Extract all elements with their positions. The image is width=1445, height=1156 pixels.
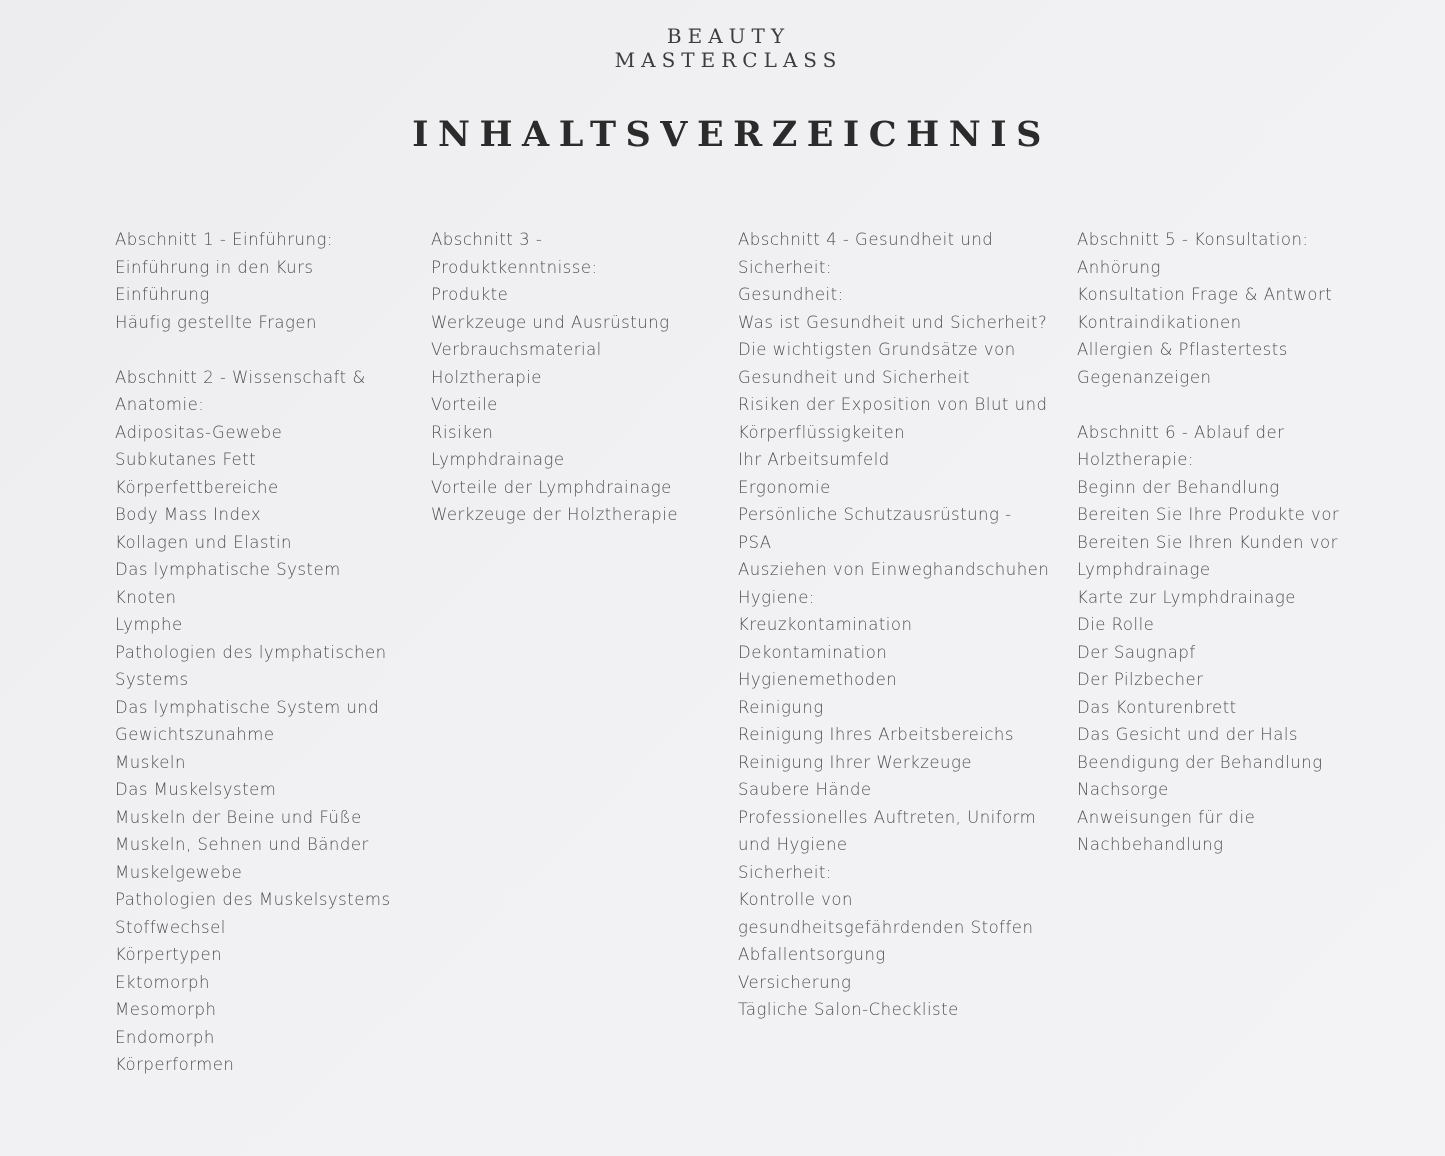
- toc-item: [1077, 556, 1407, 584]
- toc-item-line: Versicherung: [738, 972, 852, 992]
- toc-item: [115, 941, 405, 969]
- toc-item: [738, 309, 1068, 337]
- toc-item: [1077, 309, 1407, 337]
- section-heading-line: Abschnitt 5 - Konsultation:: [1077, 230, 1309, 249]
- brand-line-beauty: BEAUTY: [666, 24, 791, 48]
- toc-item-line: PSA: [738, 532, 772, 552]
- toc-item-line: Systems: [115, 670, 189, 689]
- toc-item-line: Konsultation Frage & Antwort: [1077, 285, 1333, 304]
- toc-item-line: Körpertypen: [115, 945, 223, 964]
- toc-item-line: Hygienemethoden: [738, 670, 898, 689]
- toc-item-line: Hygiene:: [738, 587, 815, 607]
- toc-item-line: Anhörung: [1077, 257, 1161, 277]
- toc-item: [115, 639, 405, 694]
- toc-item: [115, 309, 405, 337]
- toc-item-line: Das Muskelsystem: [115, 780, 277, 799]
- toc-item-line: Bereiten Sie Ihren Kunden vor: [1077, 532, 1338, 552]
- toc-item-line: Einführung in den Kurs: [115, 257, 314, 277]
- toc-column-3: [738, 226, 1068, 1051]
- toc-item-line: Der Saugnapf: [1077, 642, 1196, 662]
- toc-item-line: Produkte: [431, 285, 509, 304]
- section-heading: [738, 226, 1068, 281]
- toc-item-line: Muskelgewebe: [115, 862, 243, 882]
- toc-item: [738, 666, 1068, 694]
- toc-item: [431, 336, 731, 364]
- toc-item: [431, 309, 731, 337]
- toc-item-line: Kontrolle von: [738, 890, 853, 909]
- toc-item-line: Vorteile der Lymphdrainage: [431, 477, 672, 497]
- toc-item-line: Ektomorph: [115, 972, 210, 992]
- toc-item-line: Ausziehen von Einweghandschuhen: [738, 560, 1050, 579]
- toc-item: [115, 474, 405, 502]
- toc-item-line: Vorteile: [431, 395, 498, 414]
- toc-item: [115, 501, 405, 529]
- brand-line-masterclass: MASTERCLASS: [614, 48, 843, 72]
- toc-item-line: Gesundheit und Sicherheit: [738, 367, 970, 387]
- toc-item-line: Abfallentsorgung: [738, 945, 886, 964]
- toc-item: [738, 859, 1068, 887]
- section-heading: [1077, 419, 1407, 474]
- toc-item: [115, 776, 405, 804]
- toc-item: [115, 446, 405, 474]
- section-heading-line: Abschnitt 6 - Ablauf der: [1077, 422, 1285, 442]
- toc-item: [738, 996, 1068, 1024]
- toc-section: [115, 364, 405, 1079]
- toc-item-line: Saubere Hände: [738, 780, 872, 799]
- toc-item-line: Adipositas-Gewebe: [115, 422, 283, 442]
- toc-item: [431, 474, 731, 502]
- toc-item-line: Pathologien des lymphatischen: [115, 642, 387, 662]
- toc-item-line: Kreuzkontamination: [738, 615, 913, 634]
- section-heading-line: Produktkenntnisse:: [431, 257, 598, 277]
- toc-item: [115, 886, 405, 914]
- toc-item: [115, 694, 405, 749]
- section-heading-line: Sicherheit:: [738, 257, 832, 277]
- toc-section: [738, 226, 1068, 1024]
- toc-item: [115, 996, 405, 1024]
- toc-item: [1077, 666, 1407, 694]
- toc-item-line: Gewichtszunahme: [115, 725, 275, 744]
- toc-section: [115, 226, 405, 336]
- toc-item-line: Ihr Arbeitsumfeld: [738, 450, 890, 469]
- toc-section: [431, 226, 731, 529]
- toc-item: [115, 749, 405, 777]
- toc-item: [115, 584, 405, 612]
- section-heading: [1077, 226, 1407, 254]
- section-heading-line: Abschnitt 2 - Wissenschaft &: [115, 367, 366, 387]
- section-heading-line: Abschnitt 1 - Einführung:: [115, 230, 333, 249]
- toc-item-line: Die wichtigsten Grundsätze von: [738, 340, 1016, 359]
- toc-item: [1077, 254, 1407, 282]
- toc-item: [115, 969, 405, 997]
- toc-item-line: Nachbehandlung: [1077, 835, 1224, 854]
- toc-item: [115, 1024, 405, 1052]
- toc-item-line: Pathologien des Muskelsystems: [115, 890, 391, 909]
- toc-item: [115, 859, 405, 887]
- toc-item-line: Werkzeuge der Holztherapie: [431, 505, 678, 524]
- toc-item-line: Einführung: [115, 285, 210, 304]
- toc-item-line: Anweisungen für die: [1077, 807, 1256, 827]
- toc-item-line: Gegenanzeigen: [1077, 367, 1212, 387]
- toc-item-line: Muskeln: [115, 752, 186, 772]
- toc-item: [431, 364, 731, 392]
- section-heading-line: Abschnitt 4 - Gesundheit und: [738, 230, 994, 249]
- toc-item-line: Kollagen und Elastin: [115, 532, 292, 552]
- section-heading: [115, 226, 405, 254]
- toc-item-line: Verbrauchsmaterial: [431, 340, 602, 359]
- toc-item-line: Die Rolle: [1077, 615, 1155, 634]
- toc-item: [1077, 804, 1407, 859]
- toc-item: [738, 941, 1068, 969]
- toc-item-line: Bereiten Sie Ihre Produkte vor: [1077, 505, 1340, 524]
- toc-item: [1077, 336, 1407, 364]
- toc-item-line: Endomorph: [115, 1027, 215, 1047]
- toc-item-line: Nachsorge: [1077, 780, 1169, 799]
- toc-item: [1077, 721, 1407, 749]
- toc-item-line: Körperformen: [115, 1055, 235, 1074]
- toc-column-4: [1077, 226, 1407, 886]
- toc-item-line: Beendigung der Behandlung: [1077, 752, 1323, 772]
- toc-item-line: Tägliche Salon-Checkliste: [738, 1000, 959, 1019]
- toc-item-line: Das Gesicht und der Hals: [1077, 725, 1299, 744]
- toc-item-line: und Hygiene: [738, 835, 848, 854]
- toc-item-line: Risiken: [431, 422, 494, 442]
- toc-item-line: Was ist Gesundheit und Sicherheit?: [738, 312, 1048, 332]
- toc-item: [115, 556, 405, 584]
- toc-item-line: Stoffwechsel: [115, 917, 226, 937]
- section-heading-line: Abschnitt 3 -: [431, 230, 543, 249]
- toc-item-line: Körperflüssigkeiten: [738, 422, 906, 442]
- toc-item: [431, 281, 731, 309]
- toc-item: [738, 804, 1068, 859]
- section-heading-line: Holztherapie:: [1077, 450, 1194, 469]
- toc-item-line: Mesomorph: [115, 1000, 217, 1019]
- section-heading-line: Anatomie:: [115, 395, 205, 414]
- toc-item: [738, 749, 1068, 777]
- toc-item-line: gesundheitsgefährdenden Stoffen: [738, 917, 1034, 937]
- toc-item-line: Das lymphatische System: [115, 560, 341, 579]
- toc-item-line: Körperfettbereiche: [115, 477, 279, 497]
- toc-item: [738, 694, 1068, 722]
- toc-item: [738, 474, 1068, 502]
- toc-item-line: Lymphdrainage: [1077, 560, 1211, 579]
- toc-item: [115, 831, 405, 859]
- toc-item: [115, 419, 405, 447]
- toc-item: [1077, 776, 1407, 804]
- toc-item-line: Muskeln der Beine und Füße: [115, 807, 362, 827]
- toc-item: [738, 446, 1068, 474]
- toc-item: [1077, 364, 1407, 392]
- section-heading: [115, 364, 405, 419]
- toc-item-line: Professionelles Auftreten, Uniform: [738, 807, 1037, 827]
- toc-item: [1077, 474, 1407, 502]
- toc-item: [115, 281, 405, 309]
- toc-item: [738, 501, 1068, 556]
- toc-item: [431, 419, 731, 447]
- toc-item-line: Gesundheit:: [738, 285, 844, 304]
- toc-item-line: Lymphdrainage: [431, 450, 565, 469]
- toc-item: [115, 529, 405, 557]
- toc-item: [431, 391, 731, 419]
- toc-column-2: [431, 226, 731, 556]
- toc-item-line: Subkutanes Fett: [115, 450, 257, 469]
- toc-item-line: Reinigung Ihres Arbeitsbereichs: [738, 725, 1014, 744]
- toc-item-line: Werkzeuge und Ausrüstung: [431, 312, 670, 332]
- toc-item: [115, 914, 405, 942]
- toc-section: [1077, 226, 1407, 391]
- toc-item: [431, 501, 731, 529]
- toc-item-line: Risiken der Exposition von Blut und: [738, 395, 1048, 414]
- toc-item-line: Beginn der Behandlung: [1077, 477, 1280, 497]
- page-title: INHALTSVERZEICHNIS: [412, 114, 1051, 155]
- toc-item: [1077, 639, 1407, 667]
- toc-item: [738, 336, 1068, 391]
- toc-item: [1077, 281, 1407, 309]
- toc-item: [1077, 584, 1407, 612]
- toc-item-line: Karte zur Lymphdrainage: [1077, 587, 1296, 607]
- toc-item-line: Der Pilzbecher: [1077, 670, 1204, 689]
- toc-item-line: Das Konturenbrett: [1077, 697, 1237, 717]
- toc-item-line: Das lymphatische System und: [115, 697, 380, 717]
- toc-item: [738, 639, 1068, 667]
- toc-item-line: Kontraindikationen: [1077, 312, 1242, 332]
- toc-column-1: [115, 226, 405, 1106]
- toc-item-line: Muskeln, Sehnen und Bänder: [115, 835, 369, 854]
- toc-item: [738, 776, 1068, 804]
- toc-item: [1077, 694, 1407, 722]
- toc-item-line: Häufig gestellte Fragen: [115, 312, 318, 332]
- toc-item-line: Persönliche Schutzausrüstung -: [738, 505, 1012, 524]
- toc-item: [738, 886, 1068, 941]
- toc-item-line: Ergonomie: [738, 477, 831, 497]
- section-heading: [431, 226, 731, 281]
- toc-item: [1077, 501, 1407, 529]
- toc-item: [431, 446, 731, 474]
- toc-item-line: Holztherapie: [431, 367, 542, 387]
- toc-item: [1077, 611, 1407, 639]
- toc-item-line: Sicherheit:: [738, 862, 832, 882]
- toc-item: [738, 391, 1068, 446]
- toc-item: [738, 556, 1068, 584]
- toc-section: [1077, 419, 1407, 859]
- toc-item: [115, 254, 405, 282]
- toc-item-line: Knoten: [115, 587, 177, 607]
- toc-item: [115, 611, 405, 639]
- toc-item: [1077, 749, 1407, 777]
- toc-item-line: Body Mass Index: [115, 505, 262, 524]
- toc-item: [738, 611, 1068, 639]
- toc-item-line: Dekontamination: [738, 642, 888, 662]
- toc-item: [115, 1051, 405, 1079]
- toc-item: [738, 969, 1068, 997]
- toc-item-line: Reinigung Ihrer Werkzeuge: [738, 752, 973, 772]
- toc-item-line: Allergien & Pflastertests: [1077, 340, 1288, 359]
- toc-item: [115, 804, 405, 832]
- toc-item-line: Reinigung: [738, 697, 824, 717]
- toc-item-line: Lymphe: [115, 615, 183, 634]
- toc-item: [1077, 529, 1407, 557]
- toc-item: [738, 584, 1068, 612]
- toc-item: [738, 281, 1068, 309]
- toc-item: [738, 721, 1068, 749]
